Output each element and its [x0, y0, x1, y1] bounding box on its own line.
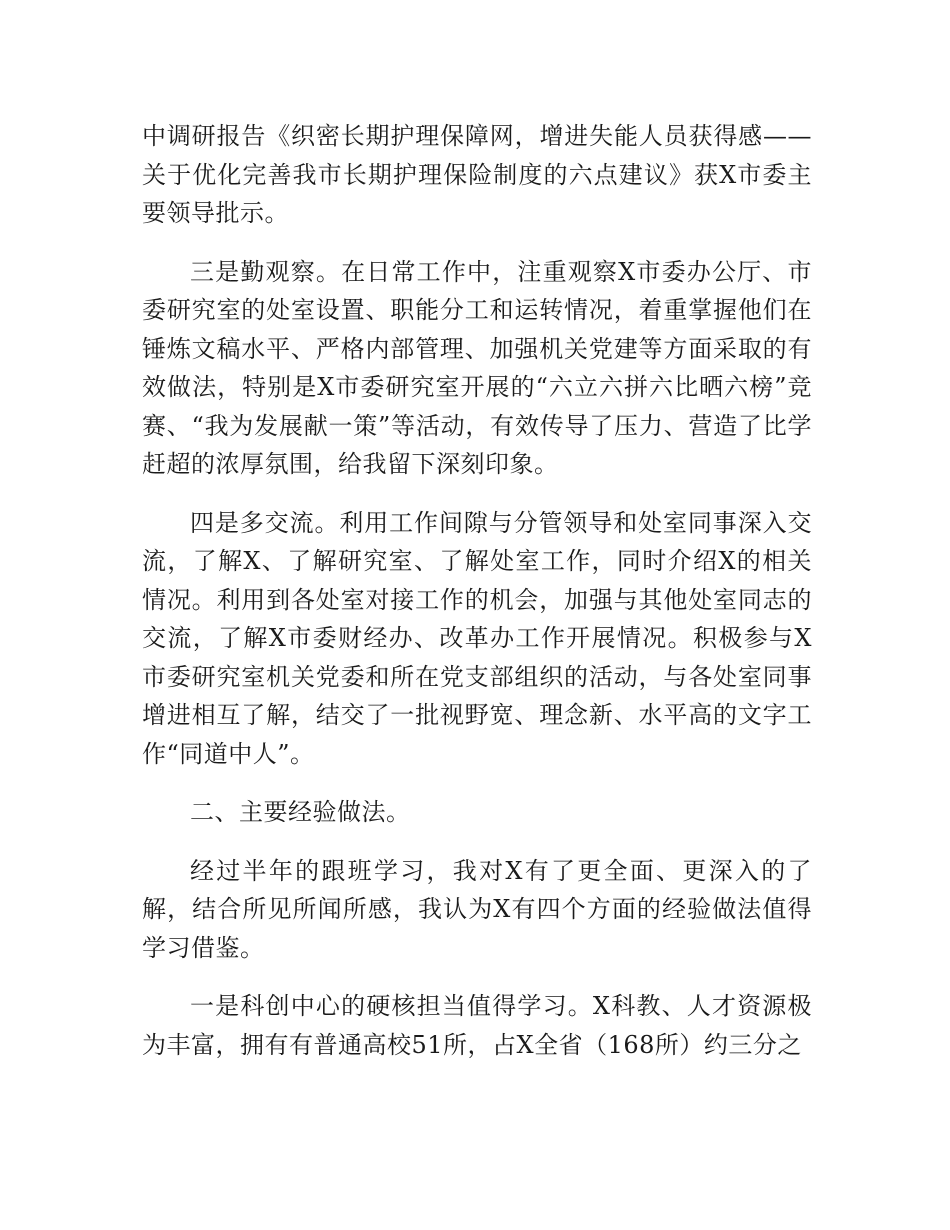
paragraph-communicate: 四是多交流。利用工作间隙与分管领导和处室同事深入交流，了解X、了解研究室、了解处室工作，同时介绍X的相关情况。利用到各处室对接工作的机会，加强与其他处室同志的交流，了解X市委财经办、改革办工作开展情况。积极参与X市委研究室机关党委和所在党支部组织的活动，与各处室同事增进相互了解，结交了一批视野宽、理念新、水平高的文字工作“同道中人”。: [142, 508, 812, 768]
paragraph-continuation-report: 中调研报告《织密长期护理保障网，增进失能人员获得感——关于优化完善我市长期护理保险制度的六点建议》获X市委主要领导批示。: [142, 122, 812, 227]
paragraph-observe: 三是勤观察。在日常工作中，注重观察X市委办公厅、市委研究室的处室设置、职能分工和运转情况，着重掌握他们在锤炼文稿水平、严格内部管理、加强机关党建等方面采取的有效做法，特别是X市委研究室开展的“六立六拼六比晒六榜”竞赛、“我为发展献一策”等活动，有效传导了压力、营造了比学赶超的浓厚氛围，给我留下深刻印象。: [142, 257, 812, 478]
paragraph-experience-intro: 经过半年的跟班学习，我对X有了更全面、更深入的了解，结合所见所闻所感，我认为X有四个方面的经验做法值得学习借鉴。: [142, 856, 812, 962]
document-body: [142, 117, 812, 1084]
section-heading-experience: 二、主要经验做法。: [190, 798, 411, 826]
paragraph-innovation-center: 一是科创中心的硬核担当值得学习。X科教、人才资源极为丰富，拥有有普通高校51所，占X全省（168所）约三分之: [142, 992, 812, 1059]
